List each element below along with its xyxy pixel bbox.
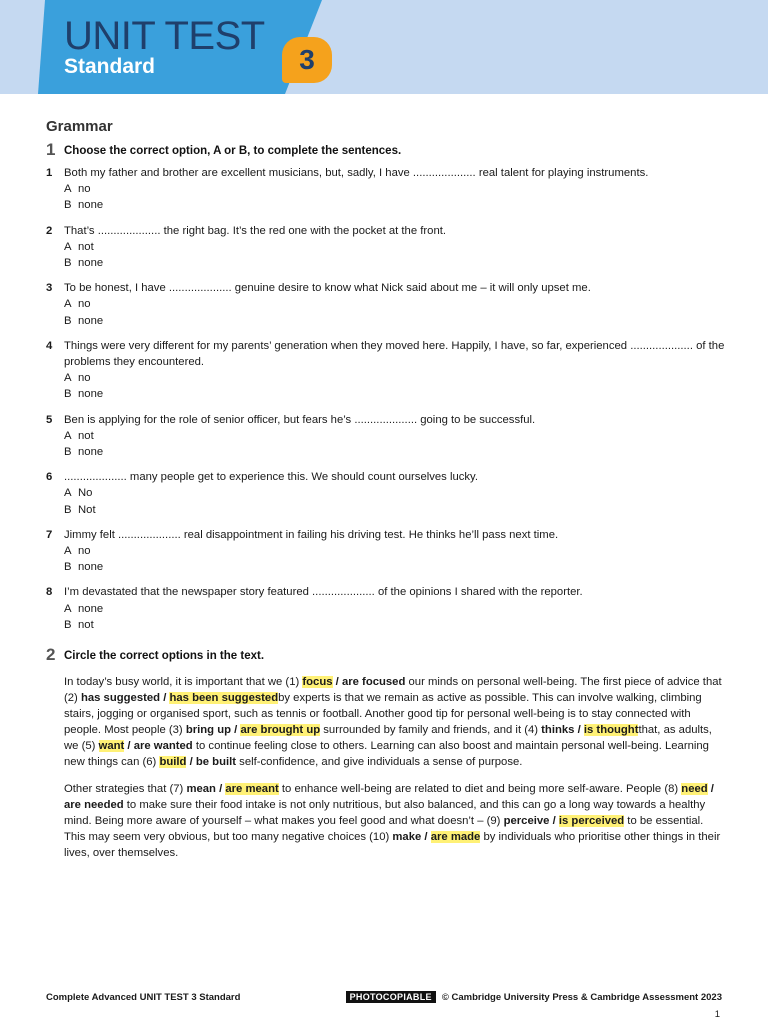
exercise-1 bbox=[46, 140, 726, 633]
option-a[interactable]: A no bbox=[64, 183, 91, 196]
footer-copyright bbox=[346, 991, 722, 1003]
option-4a[interactable]: thinks bbox=[541, 724, 575, 736]
question-text: Ben is applying for the role of senior officer, but fears he’s .................... going to be successful. bbox=[64, 413, 536, 426]
question-number: 3 bbox=[46, 282, 53, 295]
option-b[interactable]: B none bbox=[64, 199, 104, 212]
option-9a[interactable]: perceive bbox=[503, 815, 550, 828]
question-text: That’s .................... the right bag. It’s the red one with the pocket at the front. bbox=[64, 224, 446, 237]
option-text: not bbox=[78, 240, 94, 253]
page-number: 1 bbox=[714, 1009, 720, 1020]
option-b[interactable]: B none bbox=[64, 446, 104, 459]
question-item bbox=[46, 165, 726, 214]
question-number: 6 bbox=[46, 471, 53, 484]
option-text: none bbox=[78, 561, 104, 574]
option-text: not bbox=[78, 618, 94, 631]
option-text: none bbox=[78, 314, 104, 327]
option-text: none bbox=[78, 446, 104, 459]
option-8a[interactable]: need bbox=[681, 783, 708, 796]
question-item bbox=[46, 338, 726, 403]
option-a[interactable]: A not bbox=[64, 429, 94, 442]
option-b[interactable]: B none bbox=[64, 561, 104, 574]
option-text: no bbox=[78, 372, 91, 385]
option-6a[interactable]: build bbox=[159, 756, 187, 768]
option-text: none bbox=[78, 257, 104, 270]
option-5b[interactable]: are wanted bbox=[133, 740, 193, 752]
question-number: 8 bbox=[46, 586, 53, 599]
question-item bbox=[46, 469, 726, 518]
copyright-text: © Cambridge University Press & Cambridge Assessment 2023 bbox=[441, 991, 722, 1003]
option-a[interactable]: A No bbox=[64, 487, 93, 500]
option-b[interactable]: B none bbox=[64, 314, 104, 327]
option-b[interactable]: B not bbox=[64, 618, 94, 631]
question-number: 4 bbox=[46, 339, 53, 352]
option-b[interactable]: B none bbox=[64, 388, 104, 401]
option-2b[interactable]: has been suggested bbox=[169, 692, 279, 704]
question-text: Both my father and brother are excellent musicians, but, sadly, I have .................... real talent for playing instruments. bbox=[64, 167, 649, 179]
option-10b[interactable]: are made bbox=[430, 831, 481, 844]
option-7b[interactable]: are meant bbox=[225, 783, 279, 796]
question-item bbox=[46, 527, 726, 576]
exercise-number: 1 bbox=[46, 140, 56, 159]
option-b[interactable]: B Not bbox=[64, 503, 96, 516]
exercise-instruction: Choose the correct option, A or B, to complete the sentences. bbox=[64, 145, 402, 157]
option-5a[interactable]: want bbox=[98, 740, 125, 752]
question-text: I’m devastated that the newspaper story featured .................... of the opinions I shared with the reporter. bbox=[64, 586, 583, 599]
question-number: 2 bbox=[46, 224, 53, 237]
option-7a[interactable]: mean bbox=[186, 783, 216, 796]
exercise-instruction: Circle the correct options in the text. bbox=[64, 650, 265, 662]
option-a[interactable]: A none bbox=[64, 602, 104, 615]
unit-number-badge: 3 bbox=[282, 37, 332, 83]
option-3b[interactable]: are brought up bbox=[240, 724, 321, 736]
exercise-number: 2 bbox=[46, 645, 56, 664]
option-a[interactable]: A not bbox=[64, 240, 94, 253]
question-text: Jimmy felt .................... real disappointment in failing his driving test. He thinks he’ll pass next time. bbox=[64, 528, 559, 541]
option-text: no bbox=[78, 183, 91, 196]
option-1b[interactable]: are focused bbox=[341, 676, 406, 688]
option-6b[interactable]: be built bbox=[195, 756, 237, 768]
question-item bbox=[46, 584, 726, 633]
option-1a[interactable]: focus bbox=[302, 676, 333, 688]
exercise-2 bbox=[46, 645, 726, 873]
option-text: Not bbox=[78, 503, 96, 516]
option-text: No bbox=[78, 487, 93, 500]
option-text: no bbox=[78, 545, 91, 558]
option-text: none bbox=[78, 388, 104, 401]
unit-test-title: UNIT TEST bbox=[64, 14, 265, 58]
option-text: not bbox=[78, 429, 94, 442]
question-number: 7 bbox=[46, 528, 53, 541]
section-title-grammar: Grammar bbox=[46, 118, 113, 135]
photocopiable-badge: PHOTOCOPIABLE bbox=[346, 991, 436, 1003]
option-3a[interactable]: bring up bbox=[185, 724, 232, 736]
option-text: none bbox=[78, 199, 104, 212]
option-a[interactable]: A no bbox=[64, 372, 91, 385]
text-paragraph-2: Other strategies that (7) mean / are meant to enhance well-being are related to diet and being more self-aware. People (8) need / are needed to make sure their food intake is not only nutritious, but also balanced, and this can go a long way towards a healthy mind. Being more aware of yourself – what makes you feel good and what doesn’t – (9) perceive / is perceived to be essential. This may seem very obvious, but too many negative choices (10) make / are made by individuals who prioritise other things in their lives, over themselves. bbox=[64, 783, 721, 860]
question-text: Things were very different for my parents’ generation when they moved here. Happily, I have, so far, experienced .................... of the problems they encountered. bbox=[64, 339, 725, 369]
question-text: To be honest, I have .................... genuine desire to know what Nick said about me – it will only upset me. bbox=[64, 282, 591, 295]
option-text: none bbox=[78, 602, 104, 615]
option-4b[interactable]: is thought bbox=[583, 724, 639, 736]
question-item bbox=[46, 412, 726, 461]
option-a[interactable]: A no bbox=[64, 545, 91, 558]
question-number: 5 bbox=[46, 413, 53, 426]
option-10a[interactable]: make bbox=[392, 831, 422, 844]
text-paragraph-1: In today’s busy world, it is important that we (1) focus / are focused our minds on personal well-being. The first piece of advice that (2) has suggested / has been suggestedby experts is that we remain as active as possible. This can involve walking, climbing stairs, jogging or organised sport, such as tennis or football. Another good tip for personal well-being is to stay connected with people. Most people (3) bring up / are brought up surrounded by family and friends, and it (4) thinks / is thoughtthat, as adults, we (5) want / are wanted to continue feeling close to others. Learning can also boost and maintain personal well-being. Learning new things can (6) build / be built self-confidence, and give individuals a sense of purpose. bbox=[64, 676, 722, 768]
option-b[interactable]: B none bbox=[64, 257, 104, 270]
option-8b[interactable]: are needed bbox=[64, 799, 124, 812]
option-text: no bbox=[78, 298, 91, 311]
question-item bbox=[46, 280, 726, 329]
unit-test-subtitle: Standard bbox=[64, 55, 156, 78]
question-number: 1 bbox=[46, 167, 53, 179]
option-a[interactable]: A no bbox=[64, 298, 91, 311]
option-2a[interactable]: has suggested bbox=[80, 692, 161, 704]
question-item bbox=[46, 223, 726, 272]
option-9b[interactable]: is perceived bbox=[558, 815, 625, 828]
question-text: .................... many people get to experience this. We should count ourselves lucky. bbox=[64, 471, 479, 484]
footer-title: Complete Advanced UNIT TEST 3 Standard bbox=[46, 992, 241, 1003]
